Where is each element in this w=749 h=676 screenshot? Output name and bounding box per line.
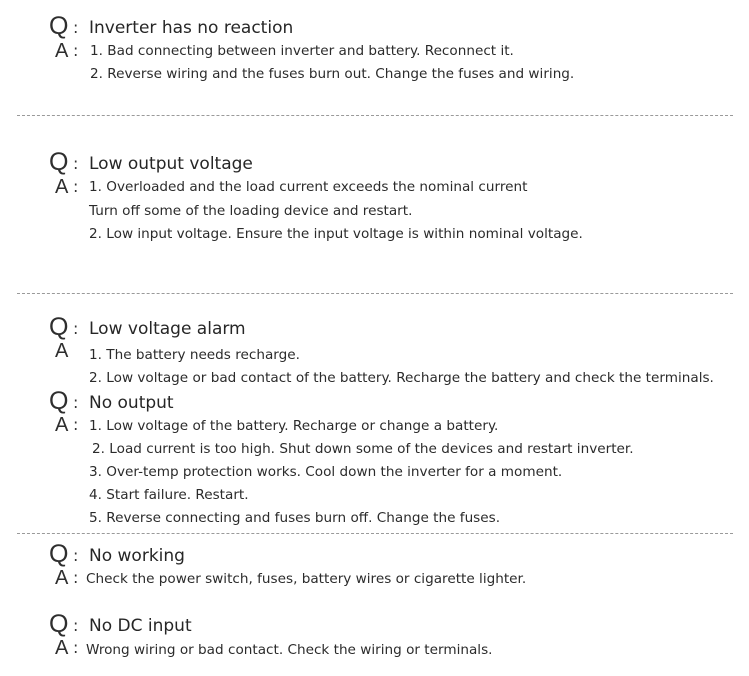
q-marker: Q — [49, 313, 69, 341]
q-colon: : — [73, 319, 79, 338]
q-colon: : — [73, 154, 79, 173]
a-marker: A — [55, 637, 69, 659]
faq-answer-line: Check the power switch, fuses, battery wires or cigarette lighter. — [86, 571, 527, 587]
faq-question: Low voltage alarm — [89, 319, 246, 339]
q-marker: Q — [49, 12, 69, 40]
faq-answer-line: 2. Low input voltage. Ensure the input voltage is within nominal voltage. — [89, 226, 583, 242]
q-marker: Q — [49, 387, 69, 415]
q-marker: Q — [49, 148, 69, 176]
faq-question: No DC input — [89, 616, 192, 636]
a-colon: : — [73, 638, 79, 657]
a-colon: : — [73, 41, 79, 60]
faq-answer-line: 1. Overloaded and the load current exceeds the nominal current — [89, 179, 528, 195]
q-colon: : — [73, 18, 79, 37]
faq-answer-line: 2. Load current is too high. Shut down some of the devices and restart inverter. — [92, 441, 634, 457]
q-marker: Q — [49, 540, 69, 568]
a-marker: A — [55, 176, 69, 198]
a-colon: : — [73, 415, 79, 434]
a-marker: A — [55, 567, 69, 589]
q-colon: : — [73, 616, 79, 635]
faq-answer-line: Turn off some of the loading device and restart. — [89, 203, 413, 219]
q-marker: Q — [49, 610, 69, 638]
faq-answer-line: 4. Start failure. Restart. — [89, 487, 249, 503]
q-colon: : — [73, 546, 79, 565]
faq-answer-line: 2. Reverse wiring and the fuses burn out. Change the fuses and wiring. — [90, 66, 575, 82]
faq-answer-line: 2. Low voltage or bad contact of the battery. Recharge the battery and check the terminals. — [89, 370, 714, 386]
faq-answer-line: 1. Bad connecting between inverter and battery. Reconnect it. — [90, 43, 514, 59]
faq-question: No output — [89, 393, 174, 413]
a-colon: : — [73, 568, 79, 587]
faq-question: Inverter has no reaction — [89, 18, 294, 38]
faq-answer-line: 5. Reverse connecting and fuses burn off. Change the fuses. — [89, 510, 501, 526]
faq-question: No working — [89, 546, 185, 566]
a-marker: A — [55, 340, 69, 362]
a-colon: : — [73, 177, 79, 196]
faq-answer-line: 1. Low voltage of the battery. Recharge or change a battery. — [89, 418, 499, 434]
faq-answer-line: 3. Over-temp protection works. Cool down the inverter for a moment. — [89, 464, 563, 480]
faq-question: Low output voltage — [89, 154, 253, 174]
faq-answer-line: Wrong wiring or bad contact. Check the wiring or terminals. — [86, 642, 493, 658]
a-marker: A — [55, 40, 69, 62]
q-colon: : — [73, 393, 79, 412]
faq-answer-line: 1. The battery needs recharge. — [89, 347, 300, 363]
a-marker: A — [55, 414, 69, 436]
